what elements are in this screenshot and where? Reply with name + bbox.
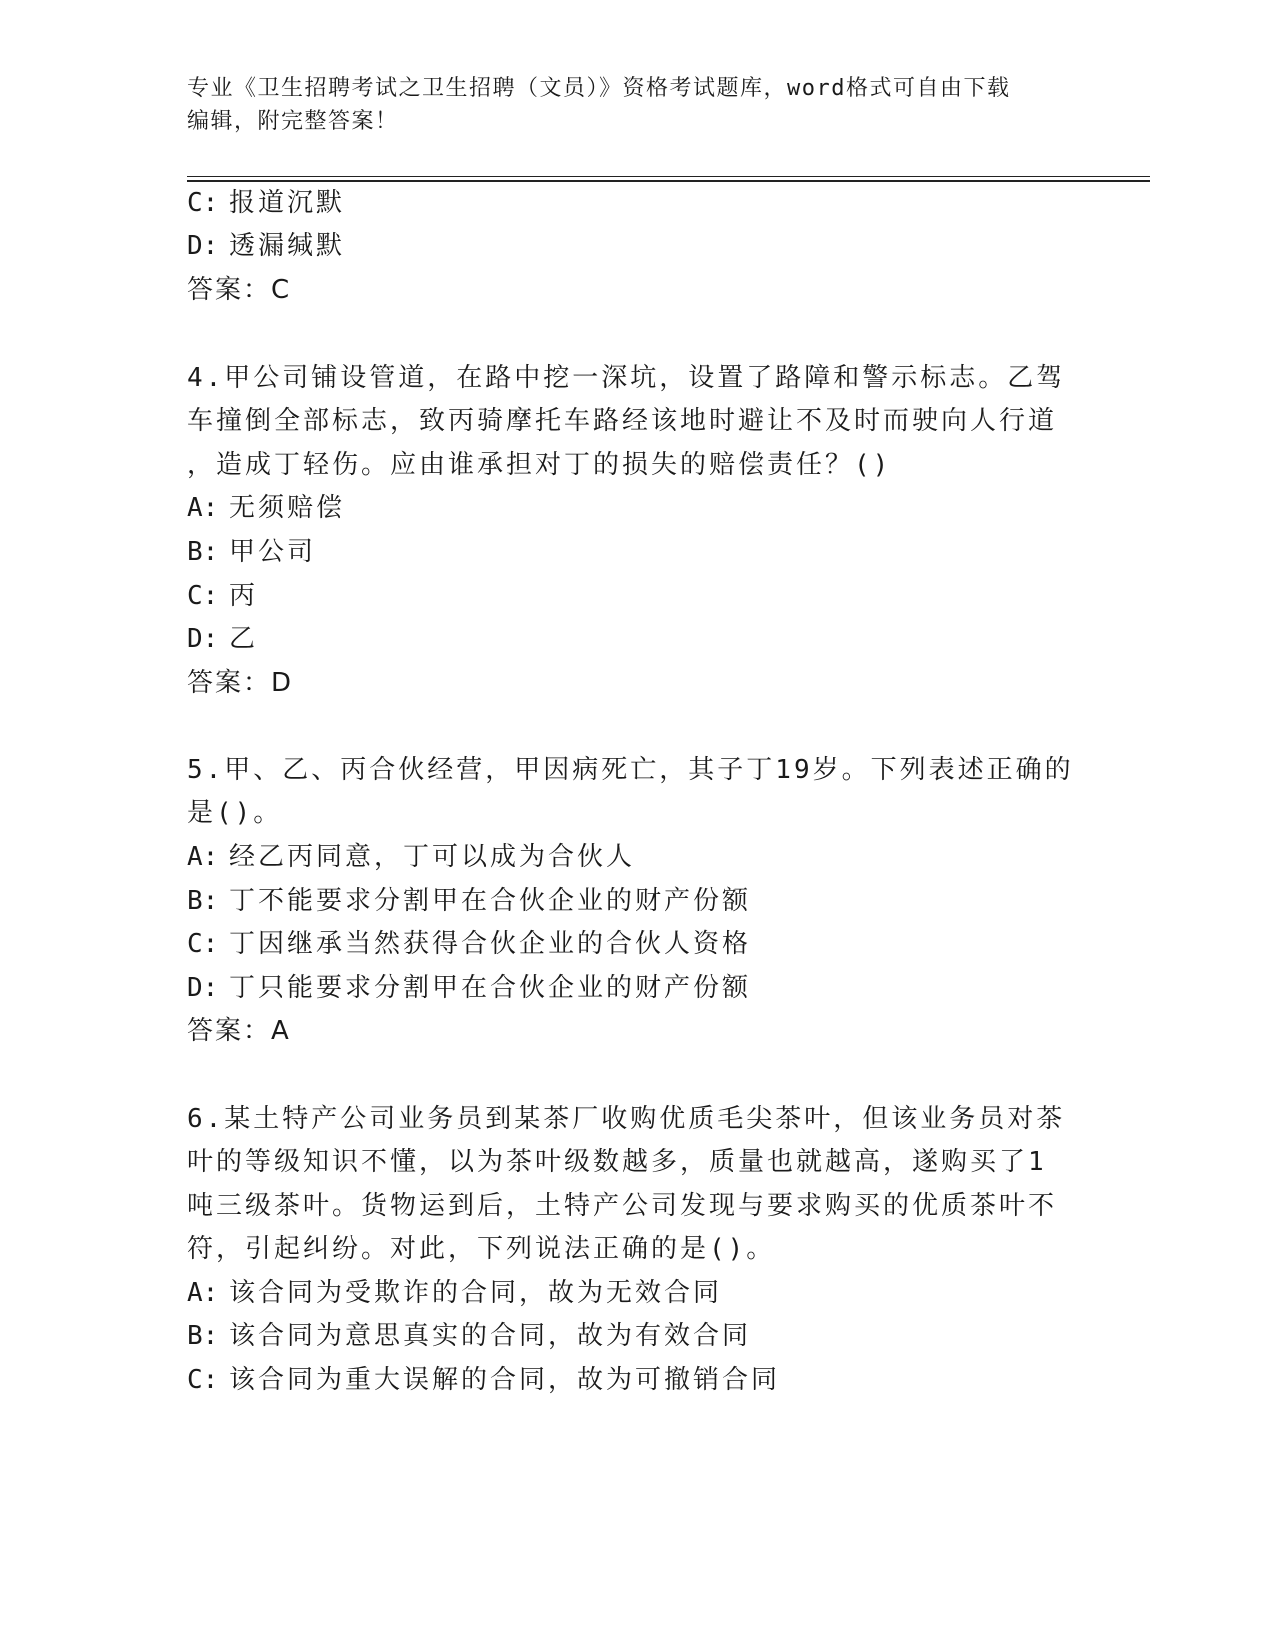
q3-option-d <box>187 229 345 263</box>
q4-option-b <box>187 535 316 569</box>
q6-option-b <box>187 1319 751 1353</box>
q4-stem-line-2: 车撞倒全部标志，致丙骑摩托车路经该地时避让不及时而驶向人行道 <box>187 406 1058 436</box>
option-label: C: <box>187 929 219 959</box>
q6-stem-line-4: 符，引起纠纷。对此，下列说法正确的是()。 <box>187 1234 776 1264</box>
option-text: 丁因继承当然获得合伙企业的合伙人资格 <box>229 929 752 959</box>
document-header <box>187 72 1067 138</box>
header-line-2: 编辑，附完整答案！ <box>187 109 399 134</box>
option-label: B: <box>187 537 219 567</box>
q3-answer: 答案：C <box>187 275 292 305</box>
option-label: B: <box>187 886 219 916</box>
q6-stem-line-1: 6.某土特产公司业务员到某茶厂收购优质毛尖茶叶，但该业务员对茶 <box>187 1104 1066 1134</box>
q5-option-a <box>187 840 635 874</box>
option-label: A: <box>187 1278 219 1308</box>
option-label: A: <box>187 842 219 872</box>
q5-answer: 答案：A <box>187 1016 291 1046</box>
option-text: 丁不能要求分割甲在合伙企业的财产份额 <box>229 886 752 916</box>
option-text: 丁只能要求分割甲在合伙企业的财产份额 <box>229 973 752 1003</box>
q6-option-c <box>187 1363 780 1397</box>
q4-answer: 答案：D <box>187 668 294 698</box>
option-text: 该合同为重大误解的合同，故为可撤销合同 <box>229 1365 781 1395</box>
q4-option-c <box>187 579 258 613</box>
q6-option-a <box>187 1276 722 1310</box>
option-text: 乙 <box>229 624 259 654</box>
option-text: 该合同为受欺诈的合同，故为无效合同 <box>229 1278 723 1308</box>
q4-stem-line-3: ，造成丁轻伤。应由谁承担对丁的损失的赔偿责任？() <box>187 450 892 480</box>
q5-stem-line-2: 是()。 <box>187 798 283 828</box>
q3-option-c <box>187 186 345 220</box>
q6-stem-line-3: 吨三级茶叶。货物运到后，土特产公司发现与要求购买的优质茶叶不 <box>187 1191 1058 1221</box>
option-label: C: <box>187 581 219 611</box>
q4-stem-line-1: 4.甲公司铺设管道，在路中挖一深坑，设置了路障和警示标志。乙驾 <box>187 363 1066 393</box>
option-text: 该合同为意思真实的合同，故为有效合同 <box>229 1321 752 1351</box>
option-label: D: <box>187 973 219 1003</box>
option-label: B: <box>187 1321 219 1351</box>
q5-option-c <box>187 927 751 961</box>
option-text: 经乙丙同意，丁可以成为合伙人 <box>229 842 636 872</box>
option-label: C: <box>187 1365 219 1395</box>
q5-stem-line-1: 5.甲、乙、丙合伙经营，甲因病死亡，其子丁19岁。下列表述正确的 <box>187 755 1074 785</box>
q6-stem-line-2: 叶的等级知识不懂，以为茶叶级数越多，质量也就越高，遂购买了1 <box>187 1147 1047 1177</box>
header-rule-thin <box>187 176 1150 177</box>
option-label: A: <box>187 493 219 523</box>
option-text: 甲公司 <box>229 537 317 567</box>
option-label: D: <box>187 231 219 261</box>
option-label: D: <box>187 624 219 654</box>
option-text: 报道沉默 <box>229 188 346 218</box>
q4-option-a <box>187 491 345 525</box>
q4-option-d <box>187 622 258 656</box>
q5-option-b <box>187 884 751 918</box>
q5-option-d <box>187 971 751 1005</box>
option-text: 透漏缄默 <box>229 231 346 261</box>
option-text: 无须赔偿 <box>229 493 346 523</box>
header-line-1: 专业《卫生招聘考试之卫生招聘（文员）》资格考试题库，word格式可自由下载 <box>187 76 1011 101</box>
option-text: 丙 <box>229 581 259 611</box>
header-rule-thick <box>187 180 1150 182</box>
option-label: C: <box>187 188 219 218</box>
